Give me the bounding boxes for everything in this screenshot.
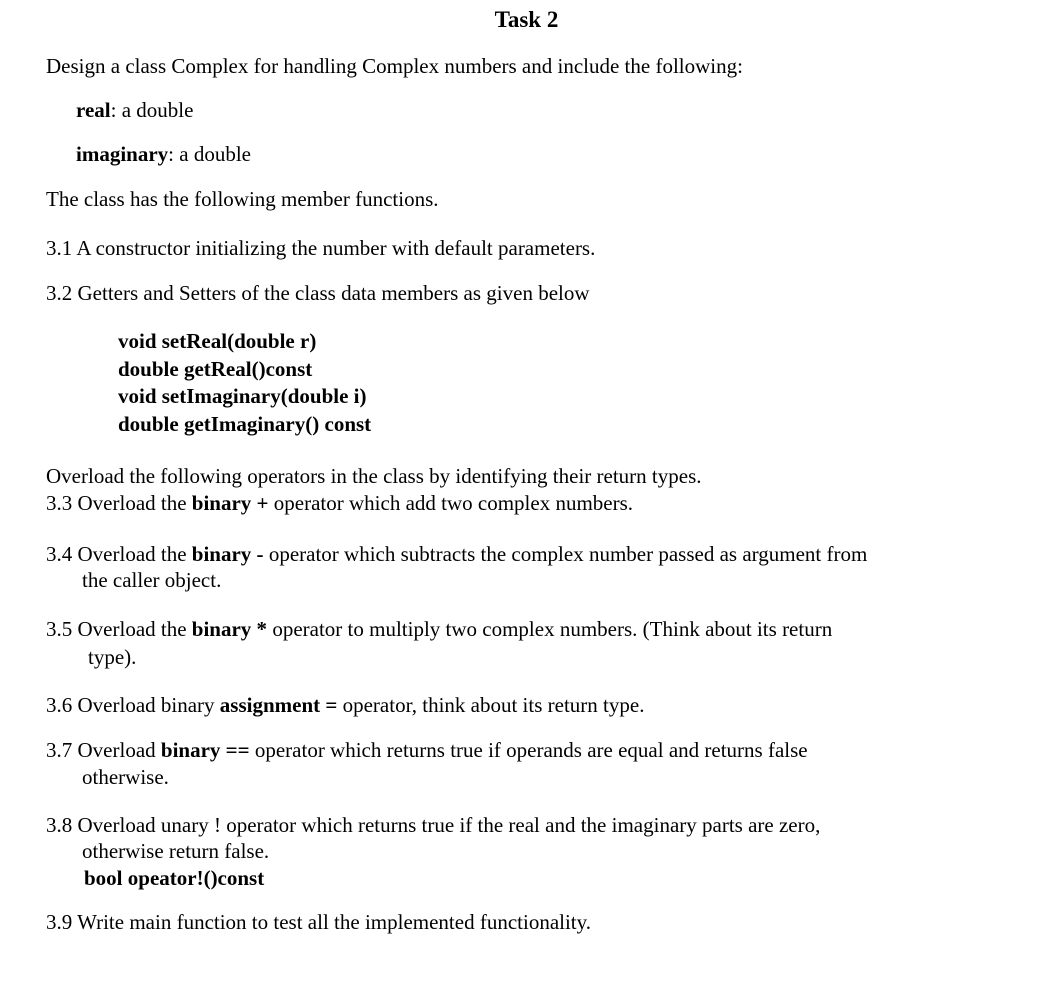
- item-3-5-post: operator to multiply two complex numbers. (Think about its return: [267, 617, 833, 641]
- item-3-5: [46, 619, 832, 640]
- item-3-5-continuation: type).: [88, 645, 137, 669]
- item-3-6-post: operator, think about its return type.: [337, 693, 645, 717]
- item-3-7-pre: 3.7 Overload: [46, 738, 161, 762]
- item-3-3: [46, 493, 633, 514]
- item-3-4-pre: 3.4 Overload the: [46, 542, 192, 566]
- member-imaginary-name: imaginary: [76, 142, 169, 166]
- signature-set-imaginary: void setImaginary(double i): [118, 384, 367, 408]
- item-3-9: 3.9 Write main function to test all the implemented functionality.: [46, 910, 592, 934]
- signature-get-real: double getReal()const: [118, 357, 313, 381]
- item-3-7-post: operator which returns true if operands are equal and returns false: [249, 738, 808, 762]
- item-3-4-continuation: the caller object.: [82, 568, 222, 592]
- item-3-3-operator: binary +: [191, 491, 269, 515]
- item-3-8: 3.8 Overload unary ! operator which returns true if the real and the imaginary parts are zero,: [46, 813, 821, 837]
- signature-get-imaginary: double getImaginary() const: [118, 412, 372, 436]
- overload-intro: Overload the following operators in the class by identifying their return types.: [46, 464, 702, 488]
- item-3-3-post: operator which add two complex numbers.: [268, 491, 634, 515]
- member-functions-intro: The class has the following member functions.: [46, 187, 439, 211]
- item-3-4-operator: binary -: [191, 542, 264, 566]
- item-3-5-operator: binary *: [191, 617, 268, 641]
- item-3-6-pre: 3.6 Overload binary: [46, 693, 220, 717]
- item-3-4: [46, 544, 867, 565]
- item-3-7-operator: binary ==: [160, 738, 250, 762]
- item-3-6: [46, 695, 644, 716]
- page-title: Task 2: [494, 7, 559, 32]
- intro-paragraph: Design a class Complex for handling Complex numbers and include the following:: [46, 54, 743, 78]
- item-3-4-post: operator which subtracts the complex number passed as argument from: [263, 542, 868, 566]
- item-3-8-signature: bool opeator!()const: [84, 866, 265, 890]
- member-imaginary: [76, 144, 251, 165]
- item-3-2: 3.2 Getters and Setters of the class data members as given below: [46, 281, 590, 305]
- item-3-7: [46, 740, 808, 761]
- item-3-8-continuation: otherwise return false.: [82, 839, 270, 863]
- item-3-5-pre: 3.5 Overload the: [46, 617, 192, 641]
- member-real-name: real: [76, 98, 111, 122]
- item-3-7-continuation: otherwise.: [82, 765, 169, 789]
- item-3-1: 3.1 A constructor initializing the number with default parameters.: [46, 236, 596, 260]
- member-imaginary-desc: : a double: [168, 142, 251, 166]
- item-3-6-operator: assignment =: [219, 693, 338, 717]
- member-real-desc: : a double: [110, 98, 194, 122]
- item-3-3-pre: 3.3 Overload the: [46, 491, 192, 515]
- member-real: [76, 100, 193, 121]
- signature-set-real: void setReal(double r): [118, 329, 317, 353]
